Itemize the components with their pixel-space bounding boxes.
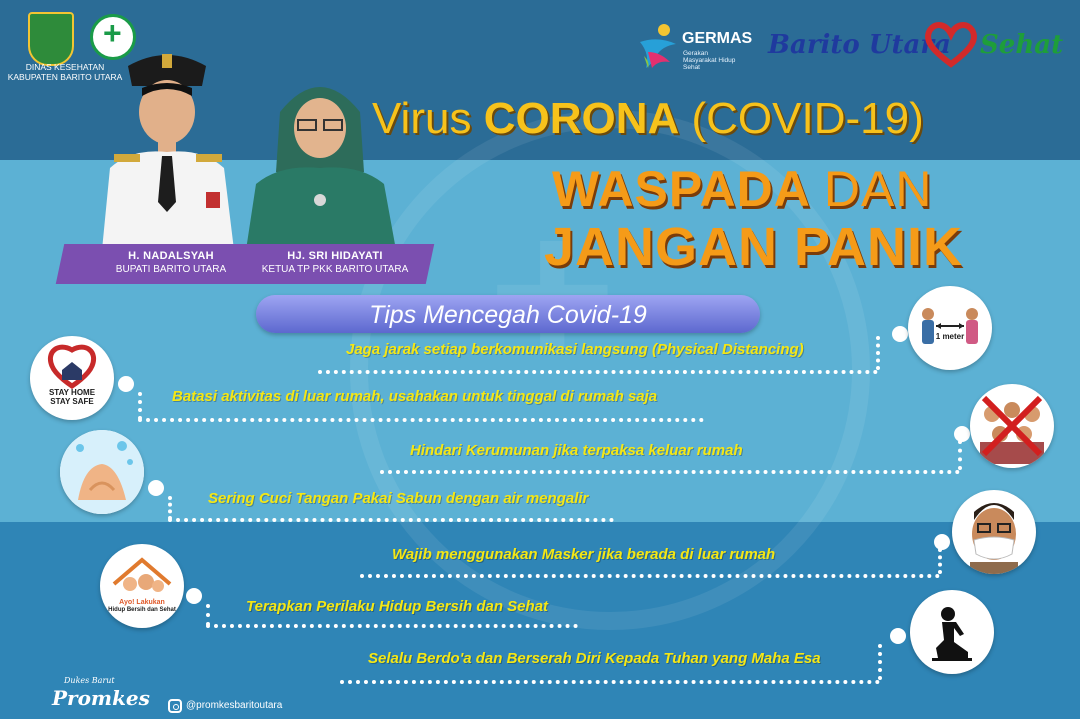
tip-clean-healthy-living: Terapkan Perilaku Hidup Bersih dan Sehat — [246, 598, 549, 615]
tip-4-node — [148, 480, 164, 496]
tip-1-dotted-connector — [876, 336, 880, 370]
regent-portrait — [92, 52, 242, 250]
title-covid: (COVID-19) — [679, 94, 924, 143]
title-virus: Virus — [372, 94, 484, 143]
tip-1-dotted-line — [318, 370, 878, 374]
tip-4-dotted-line — [168, 518, 614, 522]
tip-4-dotted-connector — [168, 496, 172, 520]
instagram-icon — [168, 699, 182, 713]
germas-title: GERMAS — [682, 30, 753, 47]
face-mask-icon — [952, 490, 1036, 574]
regent-role: BUPATI BARITO UTARA — [115, 264, 227, 275]
tip-limit-activity: Batasi aktivitas di luar rumah, usahakan untuk tinggal di rumah saja — [172, 388, 658, 405]
regent-caption — [96, 250, 246, 275]
agency-line2: KABUPATEN BARITO UTARA — [7, 72, 123, 82]
clean-living-line1: Ayo! Lakukan — [119, 599, 165, 606]
tips-header-pill — [256, 295, 760, 333]
instagram-handle: @promkesbaritoutara — [186, 700, 283, 711]
tip-7-dotted-line — [340, 680, 880, 684]
title-waspada-dan — [552, 160, 932, 218]
title-corona: CORONA — [483, 94, 680, 143]
tip-1-node — [892, 326, 908, 342]
tip-2-dotted-line — [138, 418, 704, 422]
tip-7-node — [890, 628, 906, 644]
stay-home-text — [30, 388, 114, 406]
tips-header: Tips Mencegah Covid-19 — [369, 301, 647, 329]
agency-line1: DINAS KESEHATAN — [25, 62, 105, 72]
germas-subtitle: Gerakan Masyarakat Hidup Sehat — [683, 50, 736, 71]
germas-logo-icon — [636, 22, 680, 70]
stay-home-icon — [30, 336, 114, 420]
footer-brand: Promkes — [52, 686, 150, 710]
tip-3-node — [954, 426, 970, 442]
tip-6-dotted-connector — [206, 604, 210, 626]
avoid-crowd-icon — [970, 384, 1054, 468]
tip-6-node — [186, 588, 202, 604]
praying-person-icon — [910, 590, 994, 674]
tip-5-node — [934, 534, 950, 550]
tip-5-dotted-line — [360, 574, 940, 578]
distancing-icon — [908, 286, 992, 370]
tip-avoid-crowds: Hindari Kerumunan jika terpaksa keluar rumah — [410, 442, 743, 459]
distance-label: 1 meter — [935, 332, 965, 341]
footer-brand-top: Dukes Barut — [64, 676, 115, 685]
tip-3-dotted-line — [380, 470, 960, 474]
campaign-barito-utara: Barito Utara — [768, 30, 951, 60]
tip-3-dotted-connector — [958, 440, 962, 470]
clean-living-icon — [100, 544, 184, 628]
hand-washing-icon — [60, 430, 144, 514]
tip-2-node — [118, 376, 134, 392]
tip-pray: Selalu Berdo'a dan Berserah Diri Kepada Tuhan yang Maha Esa — [368, 650, 821, 667]
tip-physical-distancing: Jaga jarak setiap berkomunikasi langsung (Physical Distancing) — [346, 341, 804, 358]
regency-crest-icon — [28, 12, 74, 66]
pkk-caption — [250, 250, 420, 275]
title-jangan-panik: JANGAN PANIK — [544, 217, 964, 277]
title-dan: DAN — [823, 161, 933, 217]
clean-living-line2: Hidup Bersih dan Sehat — [108, 607, 176, 613]
title-waspada: WASPADA — [552, 161, 824, 217]
tip-6-dotted-line — [206, 624, 578, 628]
stay-home-line1: STAY HOME — [48, 388, 96, 397]
regent-name: H. NADALSYAH — [128, 250, 214, 262]
tip-hand-washing: Sering Cuci Tangan Pakai Sabun dengan air mengalir — [208, 490, 589, 507]
title-virus-corona — [372, 94, 924, 144]
tip-7-dotted-connector — [878, 644, 882, 680]
tip-2-dotted-connector — [138, 392, 142, 420]
stay-home-line2: STAY SAFE — [50, 397, 94, 406]
campaign-sehat: Sehat — [980, 30, 1064, 60]
heart-hands-icon — [922, 20, 980, 68]
pkk-role: KETUA TP PKK BARITO UTARA — [261, 264, 409, 275]
tip-5-dotted-connector — [938, 548, 942, 574]
tip-wear-mask: Wajib menggunakan Masker jika berada di luar rumah — [392, 546, 776, 563]
pkk-name: HJ. SRI HIDAYATI — [287, 250, 383, 262]
